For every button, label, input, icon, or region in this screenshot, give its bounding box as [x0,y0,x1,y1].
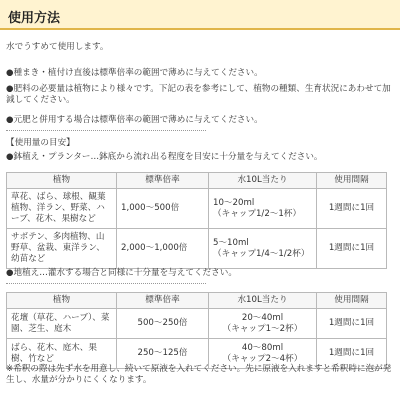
cell-ratio: 250～125倍 [117,339,209,369]
cell-per-10l: 5～10ml （キャップ1/4～1/2杯） [209,229,317,269]
cell-ratio: 2,000～1,000倍 [117,229,209,269]
header-per-10l: 水10L当たり [209,293,317,309]
table-row [7,309,387,339]
header-plant: 植物 [7,293,117,309]
guide-heading: 【使用量の目安】 [6,138,75,148]
footnote: ※希釈の際は先ず水を用意し、続いて原液を入れてください。先に原液を入れますと希釈時に泡が発生し、水量が分かりにくくなります。 [6,364,392,385]
cell-plant: 草花、ばら、球根、観葉植物、洋ラン、野菜、ハーブ、花木、果樹など [7,189,117,229]
cell-interval: 1週間に1回 [317,309,387,339]
header-interval: 使用間隔 [317,293,387,309]
cell-per-10l: 40～80ml （キャップ2～4杯） [209,339,317,369]
header-ratio: 標準倍率 [117,293,209,309]
header-interval: 使用間隔 [317,173,387,189]
table-header-row [7,173,387,189]
bullet-3: ●元肥と併用する場合は標準倍率の範囲で薄めに与えてください。 [6,115,263,125]
usage-table-ground [6,292,387,369]
cell-ratio: 500～250倍 [117,309,209,339]
cell-plant: サボテン、多肉植物、山野草、盆栽、東洋ラン、幼苗など [7,229,117,269]
section-header [0,0,400,30]
bullet-2: ●肥料の必要量は植物により様々です。下記の表を参考にして、植物の種類、生育状況にあわせて加減してください。 [6,84,391,105]
cell-interval: 1週間に1回 [317,229,387,269]
table-header-row [7,293,387,309]
cell-interval: 1週間に1回 [317,339,387,369]
table-row [7,229,387,269]
divider-1 [6,130,206,131]
cell-ratio: 1,000～500倍 [117,189,209,229]
cell-interval: 1週間に1回 [317,189,387,229]
header-ratio: 標準倍率 [117,173,209,189]
header-plant: 植物 [7,173,117,189]
intro-text: 水でうすめて使用します。 [6,42,109,52]
ground-note: ●地植え…灌水する場合と同様に十分量を与えてください。 [6,268,237,278]
divider-2 [6,283,206,284]
page-title: 使用方法 [8,11,61,26]
cell-per-10l: 10～20ml （キャップ1/2～1杯） [209,189,317,229]
cell-plant: 花壇（草花、ハーブ）、菜園、芝生、庭木 [7,309,117,339]
cell-plant: ばら、花木、庭木、果樹、竹など [7,339,117,369]
table-row [7,189,387,229]
cell-per-10l: 20～40ml （キャップ1～2杯） [209,309,317,339]
usage-table-pots [6,172,387,269]
header-per-10l: 水10L当たり [209,173,317,189]
bullet-1: ●種まき・植付け直後は標準倍率の範囲で薄めに与えてください。 [6,68,263,78]
pot-note: ●鉢植え・プランター…鉢底から流れ出る程度を目安に十分量を与えてください。 [6,152,323,162]
